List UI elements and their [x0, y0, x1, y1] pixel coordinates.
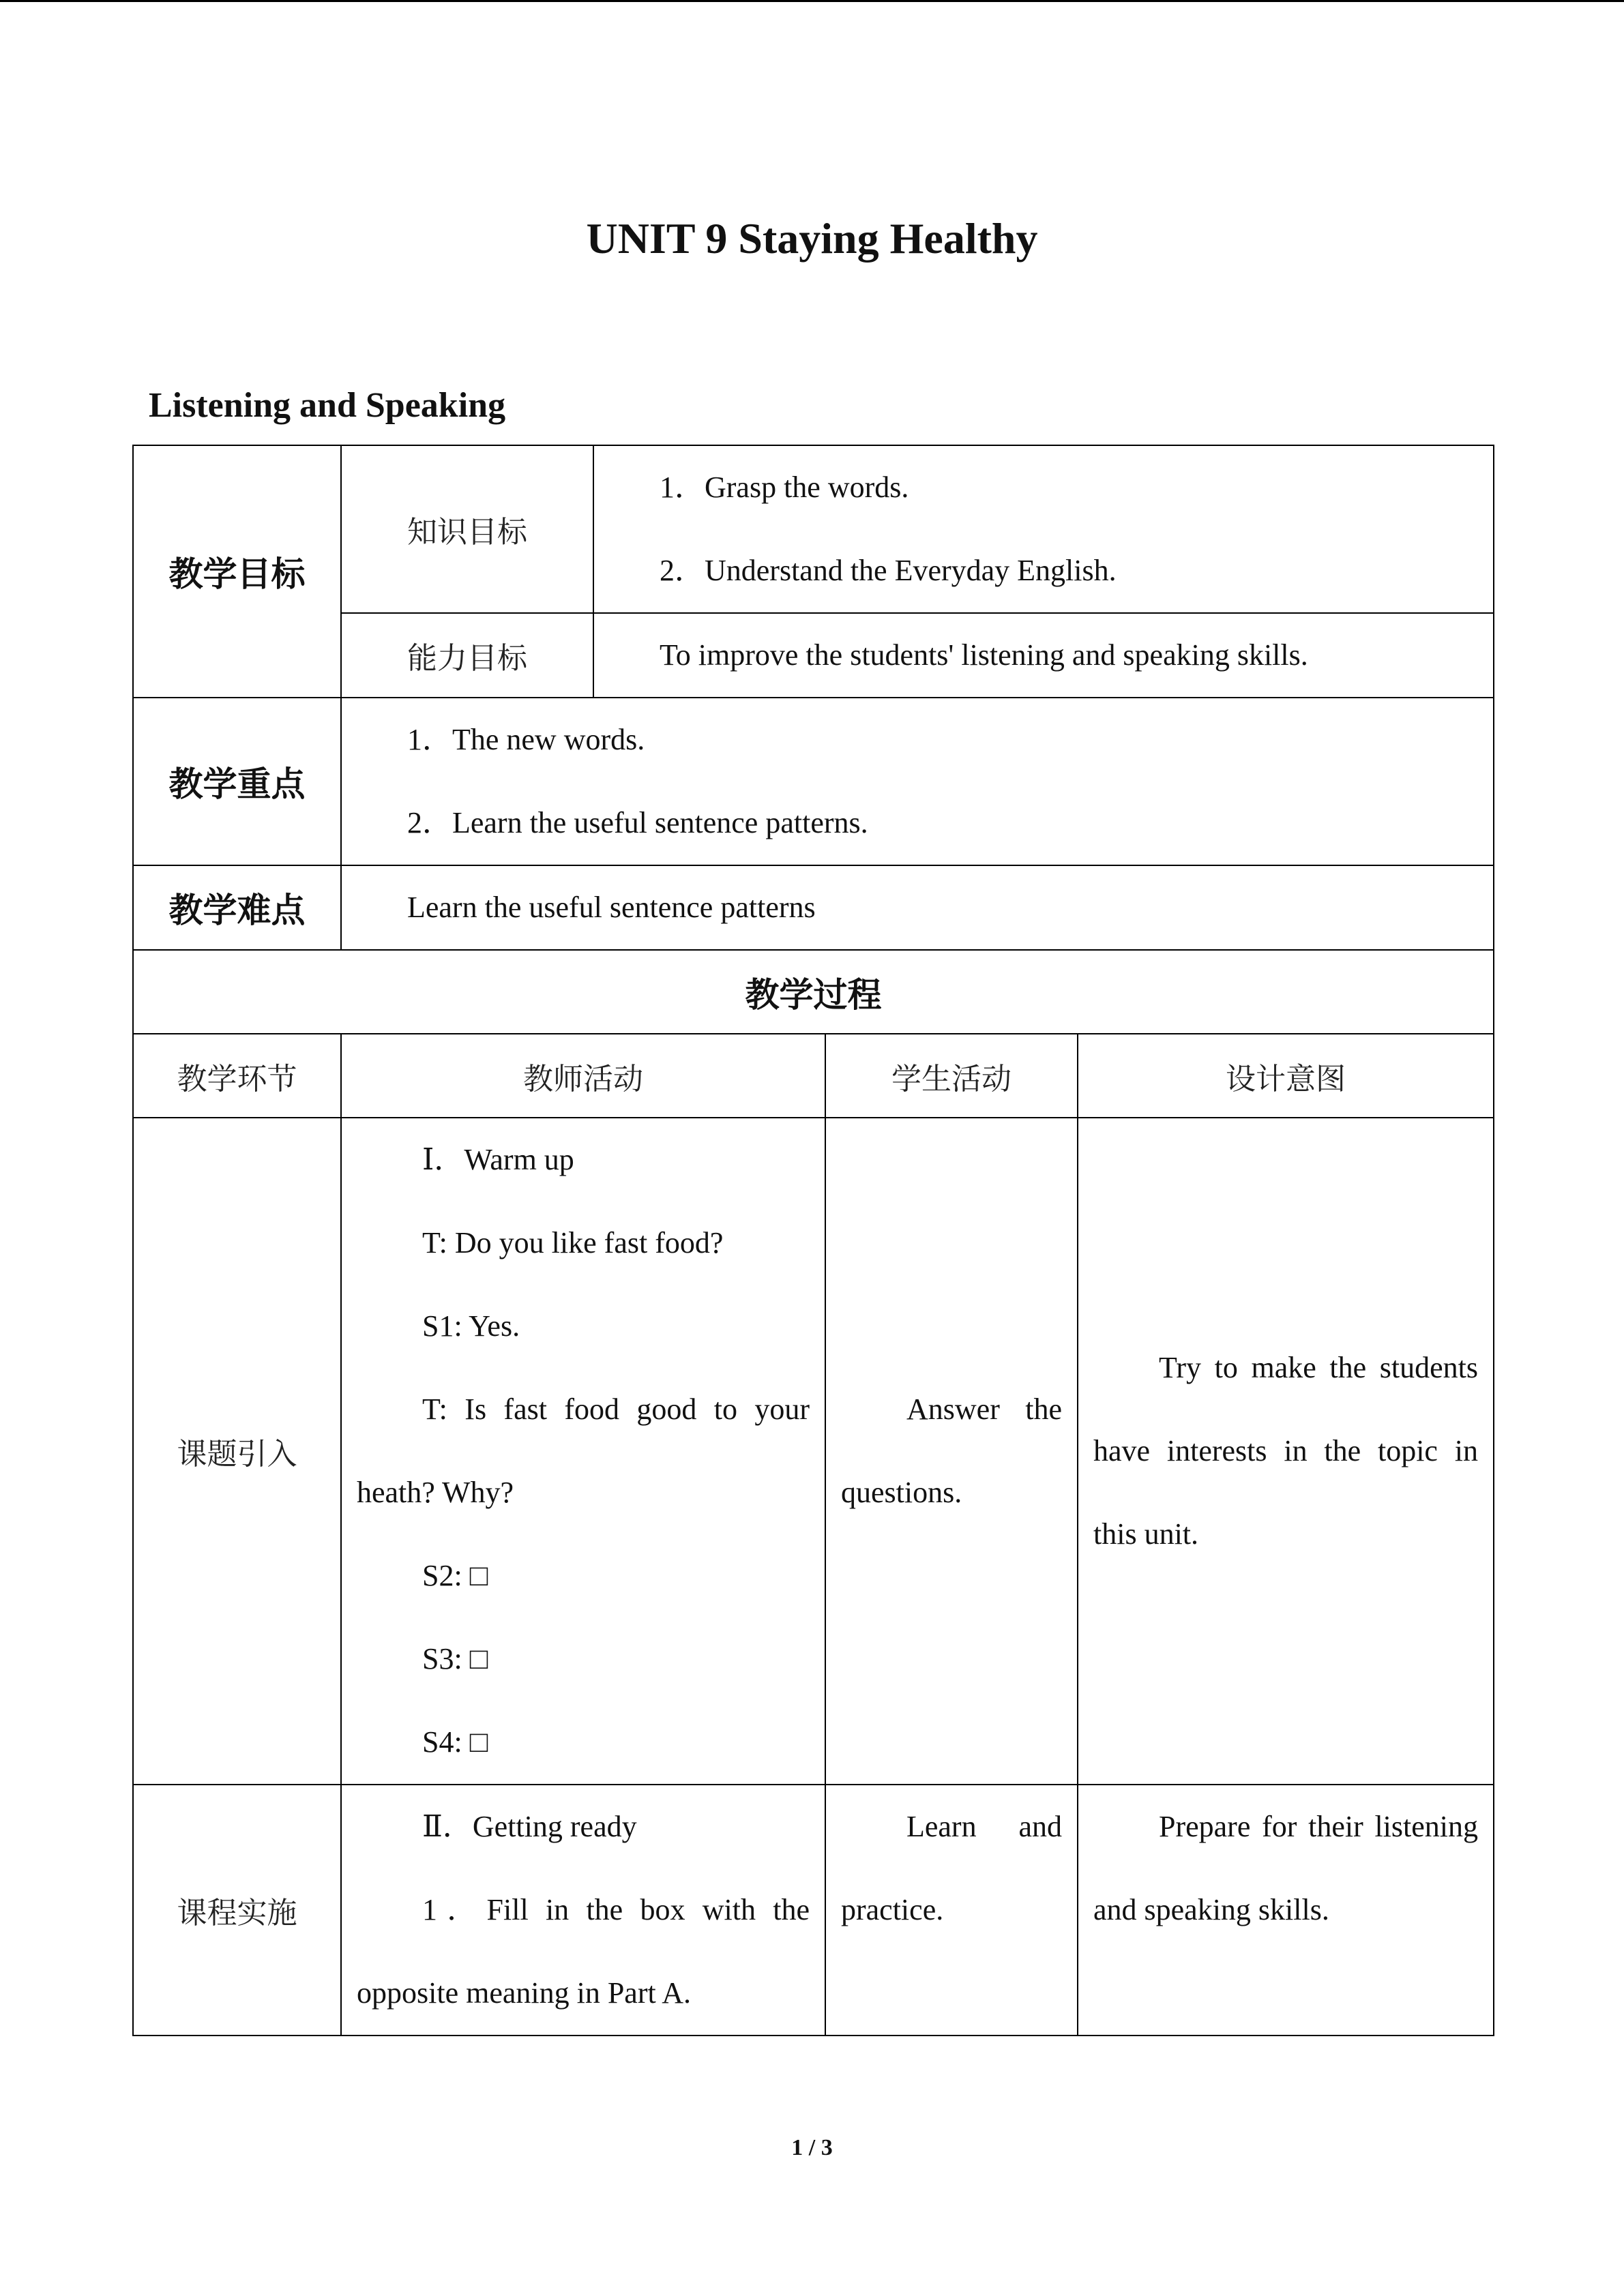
stage-label: 课题引入 — [133, 1118, 341, 1785]
teacher-line: T: Do you like fast food? — [422, 1226, 724, 1259]
objectives-knowledge-row — [133, 445, 1494, 613]
top-border-line — [0, 0, 1624, 2]
process-heading: 教学过程 — [133, 950, 1494, 1034]
column-header-student-activity: 学生活动 — [825, 1034, 1078, 1118]
document-title: UNIT 9 Staying Healthy — [586, 214, 1038, 263]
knowledge-item: 2．Understand the Everyday English. — [660, 554, 1117, 587]
teacher-activity — [341, 1785, 825, 2036]
teacher-line: T: Is fast food good to your heath? Why? — [357, 1392, 810, 1509]
teacher-line: S1: Yes. — [422, 1309, 520, 1343]
ability-objective-text: To improve the students' listening and speaking skills. — [660, 638, 1308, 672]
column-header-design-intent: 设计意图 — [1078, 1034, 1494, 1118]
process-row-introduction — [133, 1118, 1494, 1785]
student-activity: Answer the questions. — [841, 1392, 1062, 1509]
design-intent: Prepare for their listening and speaking skills. — [1093, 1810, 1478, 1926]
knowledge-objective-label: 知识目标 — [341, 445, 593, 613]
ability-objective-label: 能力目标 — [341, 613, 593, 698]
process-row-implementation — [133, 1785, 1494, 2036]
key-point-item: 1．The new words. — [407, 723, 645, 756]
teacher-line: S4: □ — [422, 1725, 488, 1759]
teacher-line: Ⅰ．Warm up — [422, 1143, 574, 1176]
key-points-items — [341, 698, 1494, 865]
stage-label: 课程实施 — [133, 1785, 341, 2036]
knowledge-objective-items — [593, 445, 1494, 613]
difficulties-row — [133, 865, 1494, 950]
knowledge-item: 1．Grasp the words. — [660, 471, 909, 504]
key-points-label: 教学重点 — [133, 698, 341, 865]
process-column-headers — [133, 1034, 1494, 1118]
key-point-item: 2．Learn the useful sentence patterns. — [407, 806, 868, 839]
objectives-label: 教学目标 — [133, 445, 341, 698]
teacher-line: 1．Fill in the box with the opposite meaning in Part A. — [357, 1893, 810, 2010]
teacher-line: S3: □ — [422, 1642, 488, 1675]
design-intent: Try to make the students have interests in the topic in this unit. — [1093, 1351, 1478, 1551]
lesson-plan-table — [132, 445, 1494, 2036]
teacher-line: Ⅱ．Getting ready — [422, 1810, 637, 1843]
key-points-row — [133, 698, 1494, 865]
teacher-line: S2: □ — [422, 1559, 488, 1592]
difficulties-text: Learn the useful sentence patterns — [407, 891, 816, 924]
column-header-teacher-activity: 教师活动 — [341, 1034, 825, 1118]
teacher-activity — [341, 1118, 825, 1785]
column-header-stage: 教学环节 — [133, 1034, 341, 1118]
difficulties-label: 教学难点 — [133, 865, 341, 950]
page-indicator: 1 / 3 — [791, 2135, 833, 2160]
section-heading: Listening and Speaking — [149, 386, 506, 425]
student-activity: Learn and practice. — [841, 1810, 1062, 1926]
process-heading-row — [133, 950, 1494, 1034]
